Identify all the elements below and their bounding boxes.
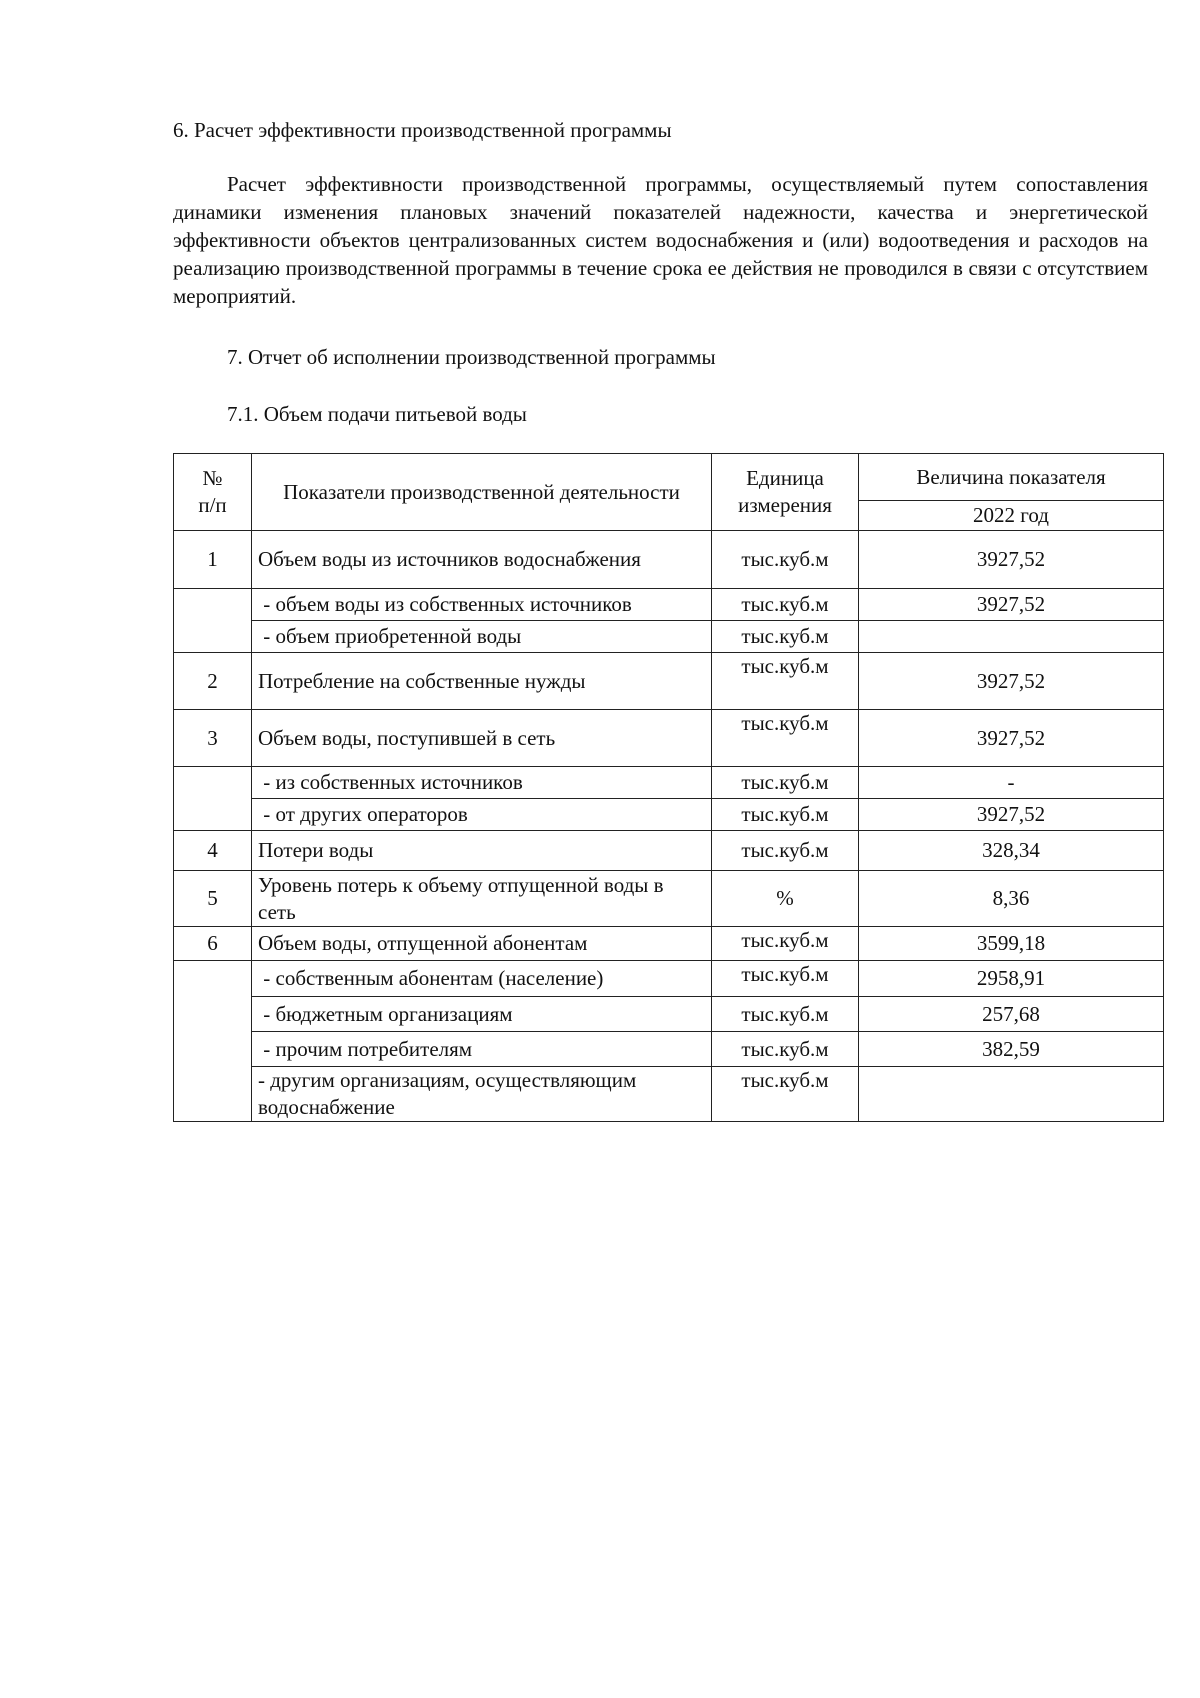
- table-row: - прочим потребителям тыс.куб.м 382,59: [174, 1032, 1164, 1067]
- section-7-title: 7. Отчет об исполнении производственной программы: [227, 345, 716, 369]
- water-supply-table: [173, 453, 1164, 1122]
- header-unit: Единица измерения: [712, 454, 859, 531]
- table-row: - собственным абонентам (население) тыс.куб.м 2958,91: [174, 961, 1164, 997]
- header-year: 2022 год: [859, 501, 1164, 531]
- section-6-title: 6. Расчет эффективности производственной программы: [173, 118, 672, 142]
- table-row: 4 Потери воды тыс.куб.м 328,34: [174, 831, 1164, 871]
- table-row: - объем воды из собственных источников тыс.куб.м 3927,52: [174, 589, 1164, 621]
- table-row: 2 Потребление на собственные нужды тыс.куб.м 3927,52: [174, 653, 1164, 710]
- table-row: 3 Объем воды, поступившей в сеть тыс.куб.м 3927,52: [174, 710, 1164, 767]
- table-row: - другим организациям, осуществляющим водоснабжение тыс.куб.м: [174, 1067, 1164, 1122]
- table-row: - от других операторов тыс.куб.м 3927,52: [174, 799, 1164, 831]
- table-row: - из собственных источников тыс.куб.м -: [174, 767, 1164, 799]
- header-indicator: Показатели производственной деятельности: [252, 454, 712, 531]
- table-row: 6 Объем воды, отпущенной абонентам тыс.куб.м 3599,18: [174, 927, 1164, 961]
- section-7-1-title: 7.1. Объем подачи питьевой воды: [227, 402, 527, 426]
- efficiency-paragraph: Расчет эффективности производственной программы, осуществляемый путем сопоставления динамики изменения плановых значений показателей надежности, качества и энергетической эффективности объектов централизованных систем водоснабжения и (или) водоотведения и расходов на реализацию производственной программы в течение срока ее действия не проводился в связи с отсутствием мероприятий.: [173, 172, 1148, 308]
- table-row: 5 Уровень потерь к объему отпущенной воды в сеть % 8,36: [174, 871, 1164, 927]
- header-num: № п/п: [174, 454, 252, 531]
- table-row: - бюджетным организациям тыс.куб.м 257,68: [174, 997, 1164, 1032]
- table-row: 1 Объем воды из источников водоснабжения тыс.куб.м 3927,52: [174, 531, 1164, 589]
- header-value: Величина показателя: [859, 454, 1164, 501]
- table-row: - объем приобретенной воды тыс.куб.м: [174, 621, 1164, 653]
